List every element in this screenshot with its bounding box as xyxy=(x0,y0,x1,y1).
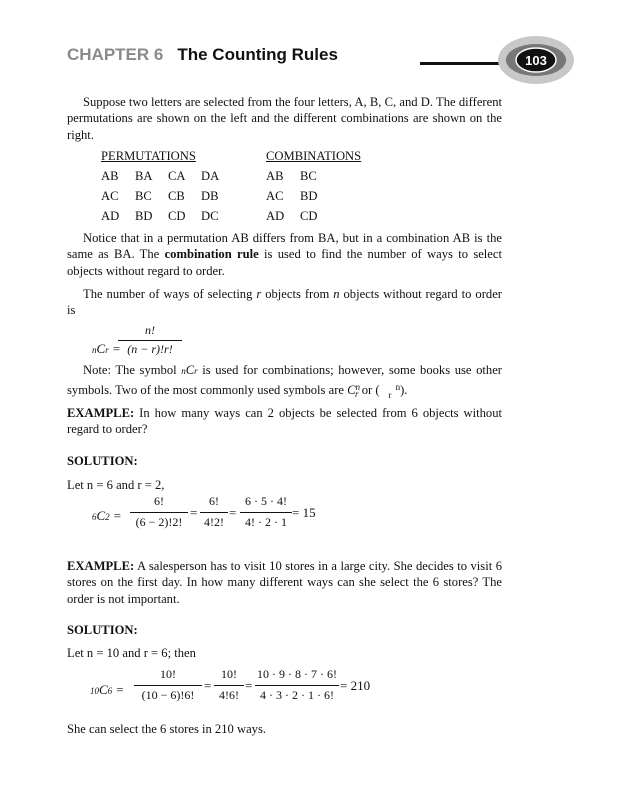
solution-1-label: SOLUTION: xyxy=(67,454,138,468)
combinations-header: COMBINATIONS xyxy=(266,149,362,163)
example-1-text: In how many ways can 2 objects be selected from 6 objects without regard to order? xyxy=(67,406,502,437)
permutation-cell: CB xyxy=(168,189,185,203)
s1-f1-bar xyxy=(130,512,188,513)
s2-f3-bar xyxy=(255,685,339,686)
example-1-label: EXAMPLE: xyxy=(67,406,135,420)
formula-numerator: n! xyxy=(145,323,155,337)
rule-text-3: objects without regard to order is xyxy=(67,287,502,318)
solution-1-lhs-sub: 6 xyxy=(92,512,97,522)
s2-f1-den: (10 − 6)!6! xyxy=(141,688,195,702)
solution-2-lhs: 10C6 = xyxy=(90,682,125,697)
s1-f2-bar xyxy=(200,512,228,513)
formula-denominator: (n − r)!r! xyxy=(127,342,173,356)
permutation-cell: DB xyxy=(201,189,219,203)
permutation-cell: DC xyxy=(201,209,219,223)
page-number-badge xyxy=(497,35,575,85)
notice-text-after: is used to find the number of ways to select objects without regard to order. xyxy=(67,247,502,278)
notice-text-before: Notice that in a permutation AB differs from BA, but in a combination AB is the same as BA. The xyxy=(67,231,502,262)
rule-text-1: The number of ways of selecting xyxy=(83,287,257,301)
example-1 xyxy=(67,405,502,438)
s2-f2-bar xyxy=(214,685,244,686)
s1-f2-den: 4!2! xyxy=(204,515,224,529)
solution-2-let: Let n = 10 and r = 6; then xyxy=(67,646,196,660)
s1-f3-den: 4! · 2 · 1 xyxy=(245,515,287,529)
s1-f3-bar xyxy=(240,512,292,513)
permutation-cell: CD xyxy=(168,209,186,223)
conclusion: She can select the 6 stores in 210 ways. xyxy=(67,722,267,736)
example-2-text: A salesperson has to visit 10 stores in a large city. She decides to visit 6 stores on the first day. In how many different ways can she select the 6 stores? The order is not important. xyxy=(67,559,502,606)
solution-1-let: Let n = 6 and r = 2, xyxy=(67,478,165,492)
permutation-cell: AB xyxy=(101,169,119,183)
permutation-cell: BD xyxy=(135,209,153,223)
s2-f1-bar xyxy=(134,685,202,686)
permutations-header: PERMUTATIONS xyxy=(101,149,196,163)
combination-cell: AD xyxy=(266,209,285,223)
example-2-label: EXAMPLE: xyxy=(67,559,135,573)
chapter-label: CHAPTER 6 xyxy=(67,45,164,64)
notice-paragraph xyxy=(67,230,502,279)
ncr-symbol: nCr = xyxy=(92,341,121,356)
combination-cell: AC xyxy=(266,189,284,203)
permutation-cell: AD xyxy=(101,209,120,223)
s2-f2-num: 10! xyxy=(221,667,237,681)
page-number: 103 xyxy=(525,53,547,68)
solution-1-lhs: 6C2 = xyxy=(92,508,122,523)
s2-f3-den: 4 · 3 · 2 · 1 · 6! xyxy=(260,688,334,702)
rule-r: r xyxy=(256,287,262,301)
note-text-2: is used for combinations; however, some books use other symbols. Two of the most commonly used symbols are xyxy=(67,363,502,398)
combination-cell: AB xyxy=(266,169,284,183)
formula-bar xyxy=(118,340,182,341)
page-header xyxy=(67,45,338,65)
example-2 xyxy=(67,558,502,607)
s2-eq-2: = xyxy=(245,678,253,693)
combination-cell: CD xyxy=(300,209,318,223)
combination-cell: BC xyxy=(300,169,317,183)
s1-eq-2: = xyxy=(229,505,237,520)
permutation-cell: BC xyxy=(135,189,152,203)
s1-result-value: 15 xyxy=(302,505,316,520)
permutation-cell: DA xyxy=(201,169,220,183)
solution-1-lhs-sub2: 2 xyxy=(105,512,110,522)
s1-eq-1: = xyxy=(190,505,198,520)
s1-f1-num: 6! xyxy=(154,494,164,508)
intro-paragraph: Suppose two letters are selected from the four letters, A, B, C, and D. The different permutations are shown on the left and the different combinations are shown on the right. xyxy=(67,95,502,142)
combination-rule-term: combination rule xyxy=(164,247,259,262)
note-text-3: or xyxy=(358,383,376,398)
s1-f2-num: 6! xyxy=(209,494,219,508)
s2-eq-1: = xyxy=(204,678,212,693)
combination-cell: BD xyxy=(300,189,318,203)
s2-f2-den: 4!6! xyxy=(219,688,239,702)
s2-result: = 210 xyxy=(340,678,371,693)
note-text-4: . xyxy=(404,383,408,398)
solution-2-label: SOLUTION: xyxy=(67,623,138,637)
permutation-cell: BA xyxy=(135,169,153,183)
rule-n: n xyxy=(333,287,340,301)
s1-f3-num: 6 · 5 · 4! xyxy=(245,494,287,508)
chapter-title: The Counting Rules xyxy=(177,45,338,64)
permutation-cell: CA xyxy=(168,169,186,183)
solution-2-lhs-sub2: 6 xyxy=(107,686,113,696)
s2-f3-num: 10 · 9 · 8 · 7 · 6! xyxy=(257,667,337,681)
note-paragraph: Note: The symbol nCr is used for combinations; however, some books use other symbols. Two of the most commonly used symbols are $C^n_r$ or ( n r ). xyxy=(67,363,502,401)
solution-2-lhs-sub: 10 xyxy=(90,686,99,696)
s1-f1-den: (6 − 2)!2! xyxy=(135,515,183,529)
s2-result-value: 210 xyxy=(350,678,371,693)
note-text-1: Note: The symbol xyxy=(83,363,182,377)
s2-f1-num: 10! xyxy=(160,667,176,681)
rule-paragraph xyxy=(67,286,502,319)
permutation-cell: AC xyxy=(101,189,119,203)
rule-text-2: objects from xyxy=(261,287,334,301)
s1-result: = 15 xyxy=(292,505,316,520)
